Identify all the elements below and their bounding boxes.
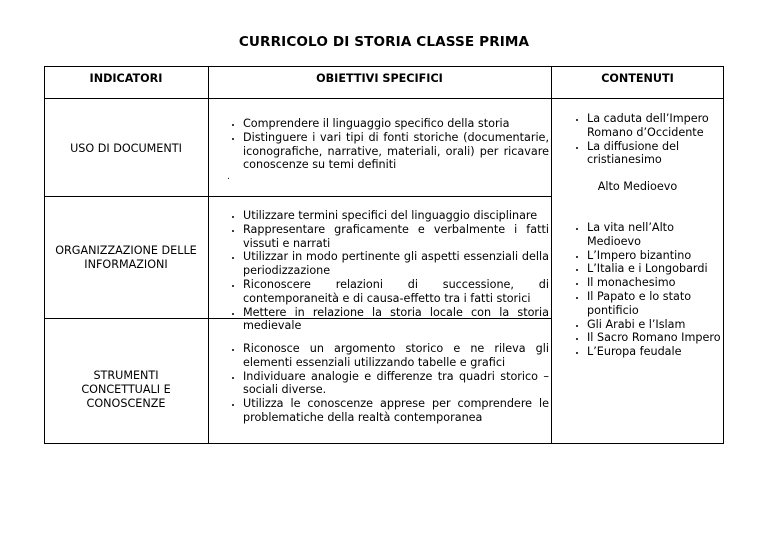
row-separator-1 (44, 196, 552, 197)
list-item: • Riconoscere relazioni di successione, di contemporaneità e di causa-effetto tra i fatti storici (243, 278, 549, 306)
header-separator (44, 98, 724, 99)
list-item: • La vita nell’Alto Medioevo (587, 221, 721, 249)
indicatore-strumenti: STRUMENTI CONCETTUALI E CONOSCENZE (81, 369, 171, 410)
table-border-top (44, 66, 724, 67)
list-item: • Mettere in relazione la storia locale con la storia medievale (243, 306, 549, 334)
contenuti-list-b (571, 221, 721, 359)
obiettivi-strumenti (227, 342, 549, 425)
list-item: • Utilizza le conoscenze apprese per comprendere le problematiche della realtà contemporanea (243, 397, 549, 425)
list-item: • Gli Arabi e l’Islam (587, 318, 721, 332)
list-item: • Riconosce un argomento storico e ne rileva gli elementi essenziali utilizzando tabelle e grafici (243, 342, 549, 370)
list-item: • Il Papato e lo stato pontificio (587, 290, 721, 318)
indicatore-uso-documenti: USO DI DOCUMENTI (70, 142, 182, 155)
obiettivi-organizzazione (227, 209, 549, 333)
contenuti-subheading: Alto Medioevo (597, 180, 678, 193)
list-item: • L’Impero bizantino (587, 249, 721, 263)
stray-dot: . (227, 172, 230, 182)
curriculum-table (44, 66, 724, 444)
page-title: CURRICOLO DI STORIA CLASSE PRIMA (238, 34, 530, 50)
header-indicatori: INDICATORI (89, 72, 163, 85)
header-contenuti: CONTENUTI (601, 72, 674, 85)
table-border-bottom (44, 443, 724, 444)
list-item: • Utilizzare termini specifici del linguaggio disciplinare (243, 209, 549, 223)
list-item: • La caduta dell’Impero Romano d’Occidente (587, 112, 721, 140)
indicatore-organizzazione: ORGANIZZAZIONE DELLE INFORMAZIONI (55, 244, 197, 271)
header-obiettivi: OBIETTIVI SPECIFICI (316, 72, 443, 85)
contenuti-list-a (571, 112, 721, 167)
obiettivi-uso-documenti (227, 117, 549, 172)
list-item: • Individuare analogie e differenze tra quadri storico – sociali diverse. (243, 370, 549, 398)
list-item: • L’Italia e i Longobardi (587, 262, 721, 276)
list-item: • La diffusione del cristianesimo (587, 140, 721, 168)
list-item: • Utilizzar in modo pertinente gli aspetti essenziali della periodizzazione (243, 250, 549, 278)
list-item: • Il monachesimo (587, 276, 721, 290)
column-separator-1 (208, 66, 209, 444)
list-item: • Rappresentare graficamente e verbalmente i fatti vissuti e narrati (243, 223, 549, 251)
list-item: • Distinguere i vari tipi di fonti storiche (documentarie, iconografiche, narrative, materiali, orali) per ricavare conoscenze su temi definiti (243, 131, 549, 172)
list-item: • Il Sacro Romano Impero (587, 331, 721, 345)
table-border-right (723, 66, 724, 444)
list-item: • Comprendere il linguaggio specifico della storia (243, 117, 549, 131)
table-border-left (44, 66, 45, 444)
list-item: • L’Europa feudale (587, 345, 721, 359)
column-separator-2 (551, 66, 552, 444)
